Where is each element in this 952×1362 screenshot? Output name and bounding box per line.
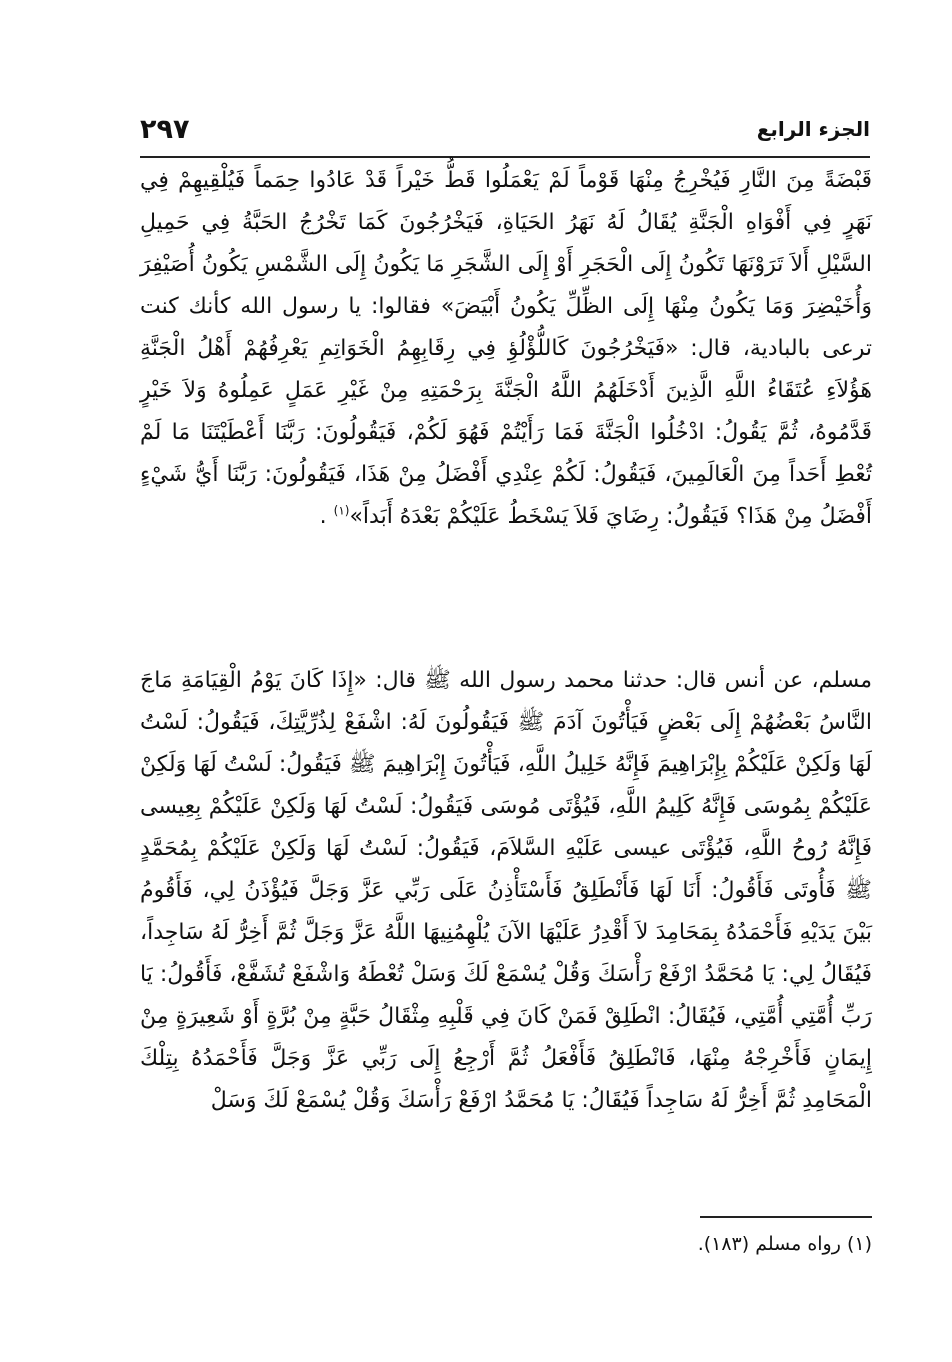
footnote-reference: (١) [333,503,350,518]
paragraph-text: مسلم، عن أنس قال: حدثنا محمد رسول الله ﷺ قال: «إِذَا كَانَ يَوْمُ الْقِيَامَةِ مَاجَ النَّاسُ بَعْضُهُمْ إِلَى بَعْضٍ فَيَأْتُونَ آدَمَ ﷺ فَيَقُولُونَ لَهُ: اشْفَعْ لِذُرِّيَّتِكَ، فَيَقُولُ: لَسْتُ لَهَا وَلَكِنْ عَلَيْكُمْ بِإِبْرَاهِيمَ فَإِنَّهُ خَلِيلُ اللَّهِ، فَيَأْتُونَ إِبْرَاهِيمَ ﷺ فَيَقُولُ: لَسْتُ لَهَا وَلَكِنْ عَلَيْكُمْ بِمُوسَى فَإِنَّهُ كَلِيمُ اللَّهِ، فَيُؤْتَى مُوسَى فَيَقُولُ: لَسْتُ لَهَا وَلَكِنْ عَلَيْكُمْ بِعِيسى فَإِنَّهُ رُوحُ اللَّهِ، فَيُؤْتَى عيسى عَلَيْهِ السَّلاَمَ، فَيَقُولُ: لَسْتُ لَهَا وَلَكِنْ عَلَيْكُمْ بِمُحَمَّدٍ ﷺ فَأُوتَى فَأَقُولُ: أَنَا لَهَا فَأَنْطَلِقُ فَأَسْتَأْذِنُ عَلَى رَبِّي عَزَّ وَجَلَّ فَيُؤْذَنُ لِي، فَأَقُومُ بَيْنَ يَدَيْهِ فَأَحْمَدُهُ بِمَحَامِدَ لاَ أَقْدِرُ عَلَيْهَا الآنَ يُلْهِمُنِيهَا اللَّهُ عَزَّ وَجَلَّ ثُمَّ أَخِرُّ لَهُ سَاجِداً، فَيُقَالُ لِي: يَا مُحَمَّدُ ارْفَعْ رَأْسَكَ وَقُلْ يُسْمَعْ لَكَ وَسَلْ تُعْطَهُ وَاشْفَعْ تُشَفَّعْ، فَأَقُولُ: يَا رَبِّ أُمَّتِي أُمَّتِي، فَيُقَالُ: انْطَلِقْ فَمَنْ كَانَ فِي قَلْبِهِ مِثْقَالُ حَبَّةٍ مِنْ بُرَّةٍ أَوْ شَعِيرَةٍ مِنْ إِيمَانٍ فَأَخْرِجْهُ مِنْهَا، فَانْطَلِقُ فَأَفْعَلُ ثُمَّ أَرْجِعُ إِلَى رَبِّي عَزَّ وَجَلَّ فَأَحْمَدُهُ بِتِلْكَ الْمَحَامِدِ ثُمَّ أَخِرُّ لَهُ سَاجِداً فَيُقَالُ: يَا مُحَمَّدُ ارْفَعْ رَأْسَكَ وَقُلْ يُسْمَعْ لَكَ وَسَلْ [140,668,872,1113]
paragraph-end-mark: . [319,504,334,529]
footnote: (١) رواه مسلم (١٨٣). [697,1233,872,1255]
page-number: ٢٩٧ [140,113,190,145]
paragraph-muslim-hadith [140,660,872,1122]
footnote-divider [700,1216,872,1218]
section-title: الجزء الرابع [756,117,870,141]
header-divider [140,156,870,158]
paragraph-text: قَبْضَةً مِنَ النَّارِ فَيُخْرِجُ مِنْهَا قَوْماً لَمْ يَعْمَلُوا قَطُّ خَيْراً قَدْ عَادُوا حِمَماً فَيُلْقِيهِمْ فِي نَهَرٍ فِي أَفْوَاهِ الْجَنَّةِ يُقَالُ لَهُ نَهَرُ الحَيَاةِ، فَيَخْرُجُونَ كَمَا تَخْرُجُ الحَبَّةُ فِي حَمِيلِ السَّيْلِ أَلاَ تَرَوْنَهَا تَكُونُ إِلَى الْحَجَرِ أَوْ إِلَى الشَّجَرِ مَا يَكُونُ إِلَى الشَّمْسِ يَكُونُ أُصَيْفِرَ وَأُخَيْضِرَ وَمَا يَكُونُ مِنْهَا إِلَى الظِّلِّ يَكُونُ أَبْيَضَ» فقالوا: يا رسول الله كأنك كنت ترعى بالبادية، قال: «فَيَخْرُجُونَ كَاللُّؤْلُؤِ فِي رِقَابِهِمُ الْخَوَاتِمِ يَعْرِفُهُمْ أَهْلُ الْجَنَّةِ هَؤُلاَءِ عُتَقَاءُ اللَّهِ الَّذِينَ أَدْخَلَهُمُ اللَّهُ الْجَنَّةَ بِرَحْمَتِهِ مِنْ غَيْرِ عَمَلٍ عَمِلُوهُ وَلاَ خَيْرٍ قَدَّمُوهُ، ثُمَّ يَقُولُ: ادْخُلُوا الْجَنَّةَ فَمَا رَأَيْتُمْ فَهُوَ لَكُمْ، فَيَقُولُونَ: رَبَّنَا أَعْطَيْتَنَا مَا لَمْ تُعْطِ أَحَداً مِنَ الْعَالَمِينَ، فَيَقُولُ: لَكُمْ عِنْدِي أَفْضَلُ مِنْ هَذَا، فَيَقُولُونَ: رَبَّنَا أَيُّ شَيْءٍ أَفْضَلُ مِنْ هَذَا؟ فَيَقُولُ: رِضَايَ فَلاَ يَسْخَطُ عَلَيْكُمْ بَعْدَهُ أَبَداً» [140,168,872,529]
paragraph-hadith-continuation [140,160,872,538]
page-header [140,108,870,150]
